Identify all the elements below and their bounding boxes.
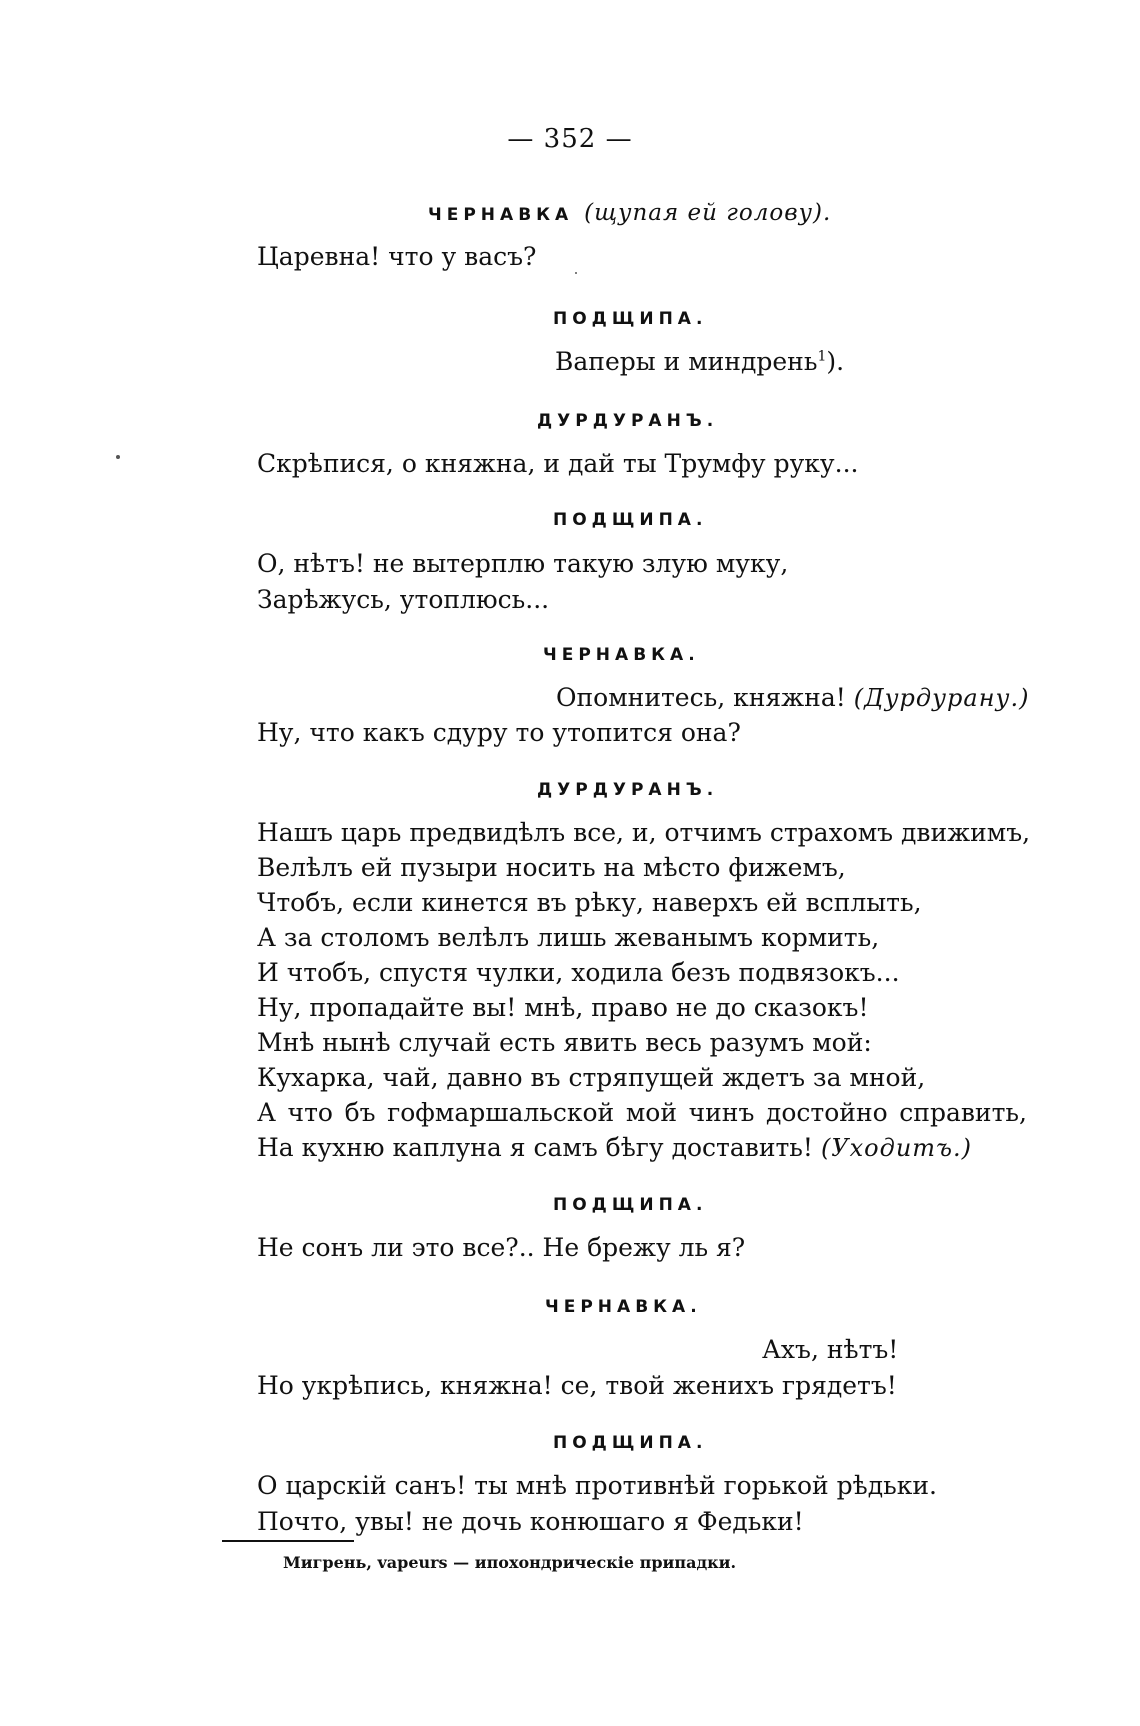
- verse-line: Чтобъ, если кинется въ рѣку, наверхъ ей всплыть,: [257, 888, 922, 917]
- speaker-chernavka-3: ЧЕРНАВКА.: [545, 1297, 702, 1317]
- verse-line: [556, 681, 1029, 715]
- verse-line: А за столомъ велѣлъ лишь жеванымъ кормить,: [257, 923, 880, 952]
- verse-line: Но укрѣпись, княжна! се, твой женихъ грядетъ!: [257, 1371, 897, 1400]
- speaker-podshchipa-1: ПОДЩИПА.: [553, 309, 708, 329]
- verse-line: О, нѣтъ! не вытерплю такую злую муку,: [257, 549, 789, 578]
- speaker-chernavka-2: ЧЕРНАВКА.: [543, 645, 700, 665]
- verse-line: Почто, увы! не дочь конюшаго я Федьки!: [257, 1507, 804, 1536]
- speaker-podshchipa-4: ПОДЩИПА.: [553, 1433, 708, 1453]
- paper-speck: [575, 272, 577, 274]
- verse-line: А что бъ гофмаршальской мой чинъ достойно справить,: [257, 1098, 1027, 1127]
- footnote-marker: 1: [817, 348, 827, 365]
- speaker-durduran-1: ДУРДУРАНЪ.: [537, 411, 719, 431]
- verse-line: [257, 1131, 972, 1165]
- speaker-durduran-2: ДУРДУРАНЪ.: [537, 780, 719, 800]
- verse-text: На кухню каплуна я самъ бѣгу доставить!: [257, 1133, 813, 1162]
- paper-speck: [116, 455, 120, 459]
- stage-direction: (Дурдурану.): [853, 684, 1030, 712]
- speaker-podshchipa-3: ПОДЩИПА.: [553, 1195, 708, 1215]
- verse-line: Царевна! что у васъ?: [257, 242, 537, 271]
- verse-line: Ну, пропадайте вы! мнѣ, право не до сказокъ!: [257, 993, 869, 1022]
- stage-direction: (щупая ей голову).: [584, 200, 832, 226]
- speaker-podshchipa-2: ПОДЩИПА.: [553, 510, 708, 530]
- verse-line: Ну, что какъ сдуру то утопится она?: [257, 718, 741, 747]
- verse-line: О царскій санъ! ты мнѣ противнѣй горькой рѣдьки.: [257, 1471, 937, 1500]
- verse-line: Кухарка, чай, давно въ стряпущей ждетъ за мной,: [257, 1063, 926, 1092]
- verse-line: Ахъ, нѣтъ!: [762, 1335, 899, 1364]
- verse-line: Мнѣ нынѣ случай есть явить весь разумъ мой:: [257, 1028, 872, 1057]
- verse-text-tail: ).: [826, 347, 845, 376]
- footnote: Мигрень, vapeurs — ипохондрическіе припадки.: [283, 1553, 737, 1572]
- verse-line: Нашъ царь предвидѣлъ все, и, отчимъ страхомъ движимъ,: [257, 818, 1031, 847]
- stage-direction: (Уходитъ.): [820, 1134, 973, 1162]
- speaker-chernavka-1: [428, 200, 831, 226]
- page-number: — 352 —: [507, 124, 633, 154]
- verse-text: Опомнитесь, княжна!: [556, 683, 846, 712]
- verse-line: И чтобъ, спустя чулки, ходила безъ подвязокъ...: [257, 958, 900, 987]
- verse-line: Не сонъ ли это все?.. Не брежу ль я?: [257, 1233, 746, 1262]
- footnote-rule: [222, 1540, 354, 1542]
- verse-line: [555, 345, 844, 379]
- verse-line: Скрѣпися, о княжна, и дай ты Трумфу руку...: [257, 449, 859, 478]
- speaker-name: ЧЕРНАВКА: [428, 205, 574, 225]
- verse-text: Ваперы и миндрень: [555, 347, 818, 376]
- verse-line: Зарѣжусь, утоплюсь...: [257, 585, 550, 614]
- verse-line: Велѣлъ ей пузыри носить на мѣсто фижемъ,: [257, 853, 846, 882]
